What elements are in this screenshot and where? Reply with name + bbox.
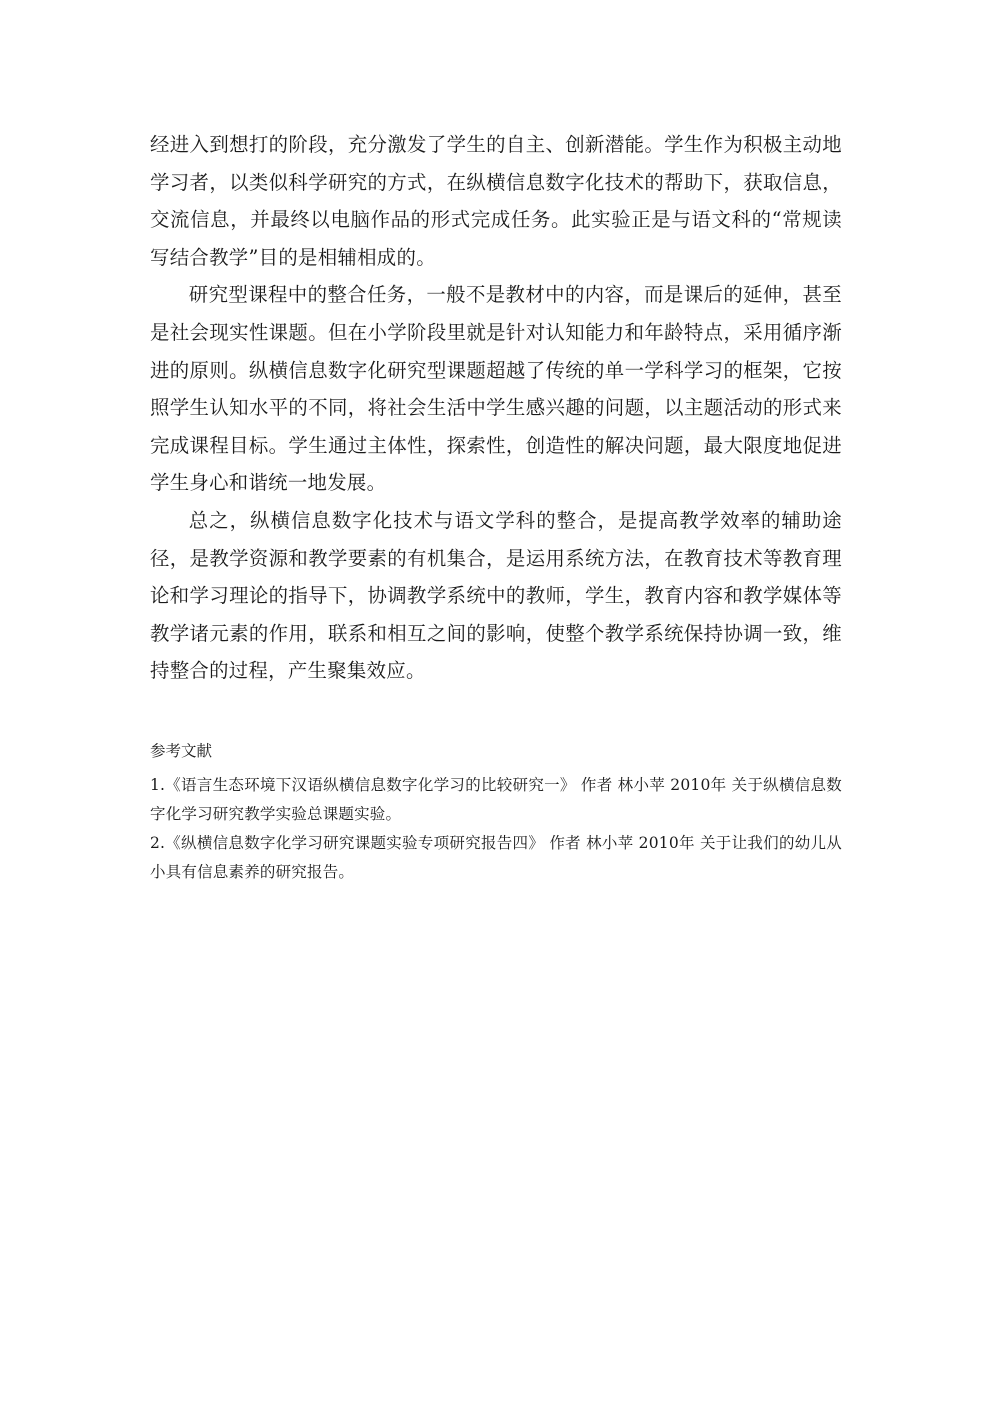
body-paragraph-research-course: 研究型课程中的整合任务，一般不是教材中的内容，而是课后的延伸，甚至是社会现实性课题。但在小学阶段里就是针对认知能力和年龄特点，采用循序渐进的原则。纵横信息数字化研究型课题超越了传统的单一学科学习的框架，它按照学生认知水平的不同，将社会生活中学生感兴趣的问题，以主题活动的形式来完成课程目标。学生通过主体性，探索性，创造性的解决问题，最大限度地促进学生身心和谐统一地发展。 xyxy=(150,283,842,495)
reference-item-1: 1.《语言生态环境下汉语纵横信息数字化学习的比较研究一》 作者 林小苹 2010年 关于纵横信息数字化学习研究教学实验总课题实验。 xyxy=(150,775,842,823)
references-section xyxy=(150,738,842,887)
body-paragraph-continuation: 经进入到想打的阶段，充分激发了学生的自主、创新潜能。学生作为积极主动地学习者，以类似科学研究的方式，在纵横信息数字化技术的帮助下，获取信息，交流信息，并最终以电脑作品的形式完成任务。此实验正是与语文科的“常规读写结合教学”目的是相辅相成的。 xyxy=(150,133,842,269)
body-paragraph-conclusion: 总之，纵横信息数字化技术与语文学科的整合，是提高教学效率的辅助途径，是教学资源和教学要素的有机集合，是运用系统方法，在教育技术等教育理论和学习理论的指导下，协调教学系统中的教师，学生，教育内容和教学媒体等教学诸元素的作用，联系和相互之间的影响，使整个教学系统保持协调一致，维持整合的过程，产生聚集效应。 xyxy=(150,508,842,683)
references-title: 参考文献 xyxy=(150,741,213,760)
reference-item-2: 2.《纵横信息数字化学习研究课题实验专项研究报告四》 作者 林小苹 2010年 关于让我们的幼儿从小具有信息素养的研究报告。 xyxy=(150,833,842,881)
document-page xyxy=(150,126,842,887)
